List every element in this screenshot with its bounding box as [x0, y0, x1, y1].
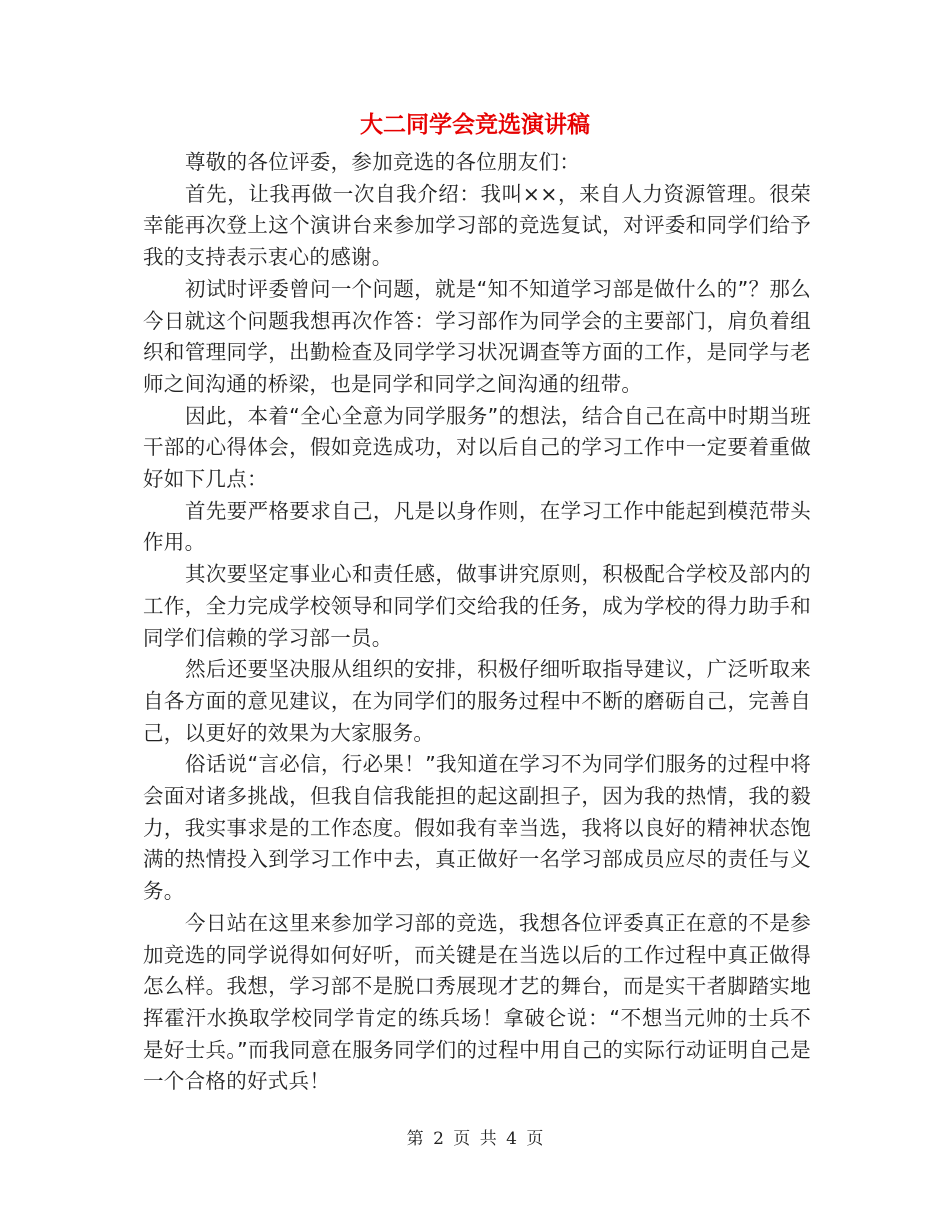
document-title: 大二同学会竞选演讲稿: [360, 112, 590, 138]
page-number-footer: 第 2 页 共 4 页: [406, 1129, 544, 1149]
body-paragraph: 首先，让我再做一次自我介绍：我叫××，来自人力资源管理。很荣幸能再次登上这个演讲台来参加学习部的竞选复试，对评委和同学们给予我的支持表示衷心的感谢。: [143, 181, 811, 270]
document-body: [143, 147, 811, 1098]
body-paragraph: 今日站在这里来参加学习部的竞选，我想各位评委真正在意的不是参加竞选的同学说得如何好听，而关键是在当选以后的工作过程中真正做得怎么样。我想，学习部不是脱口秀展现才艺的舞台，而是实干者脚踏实地挥霍汗水换取学校同学肯定的练兵场！拿破仑说：“不想当元帅的士兵不是好士兵。”而我同意在服务同学们的过程中用自己的实际行动证明自己是一个合格的好式兵！: [143, 910, 811, 1094]
body-paragraph: 俗话说“言必信，行必果！”我知道在学习不为同学们服务的过程中将会面对诸多挑战，但我自信我能担的起这副担子，因为我的热情，我的毅力，我实事求是的工作态度。假如我有幸当选，我将以良好的精神状态饱满的热情投入到学习工作中去，真正做好一名学习部成员应尽的责任与义务。: [143, 752, 811, 904]
body-paragraph: 其次要坚定事业心和责任感，做事讲究原则，积极配合学校及部内的工作，全力完成学校领导和同学们交给我的任务，成为学校的得力助手和同学们信赖的学习部一员。: [143, 562, 811, 650]
body-paragraph: 然后还要坚决服从组织的安排，积极仔细听取指导建议，广泛听取来自各方面的意见建议，在为同学们的服务过程中不断的磨砺自己，完善自己，以更好的效果为大家服务。: [143, 657, 811, 745]
body-paragraph: 因此，本着“全心全意为同学服务”的想法，结合自己在高中时期当班干部的心得体会，假如竞选成功，对以后自己的学习工作中一定要着重做好如下几点：: [143, 403, 811, 492]
salutation-paragraph: 尊敬的各位评委，参加竞选的各位朋友们：: [185, 150, 581, 174]
body-paragraph: 初试时评委曾问一个问题，就是“知不知道学习部是做什么的”？那么今日就这个问题我想再次作答：学习部作为同学会的主要部门，肩负着组织和管理同学，出勤检查及同学学习状况调查等方面的工作，是同学与老师之间沟通的桥梁，也是同学和同学之间沟通的纽带。: [143, 276, 811, 396]
body-paragraph: 首先要严格要求自己，凡是以身作则，在学习工作中能起到模范带头作用。: [143, 498, 811, 555]
